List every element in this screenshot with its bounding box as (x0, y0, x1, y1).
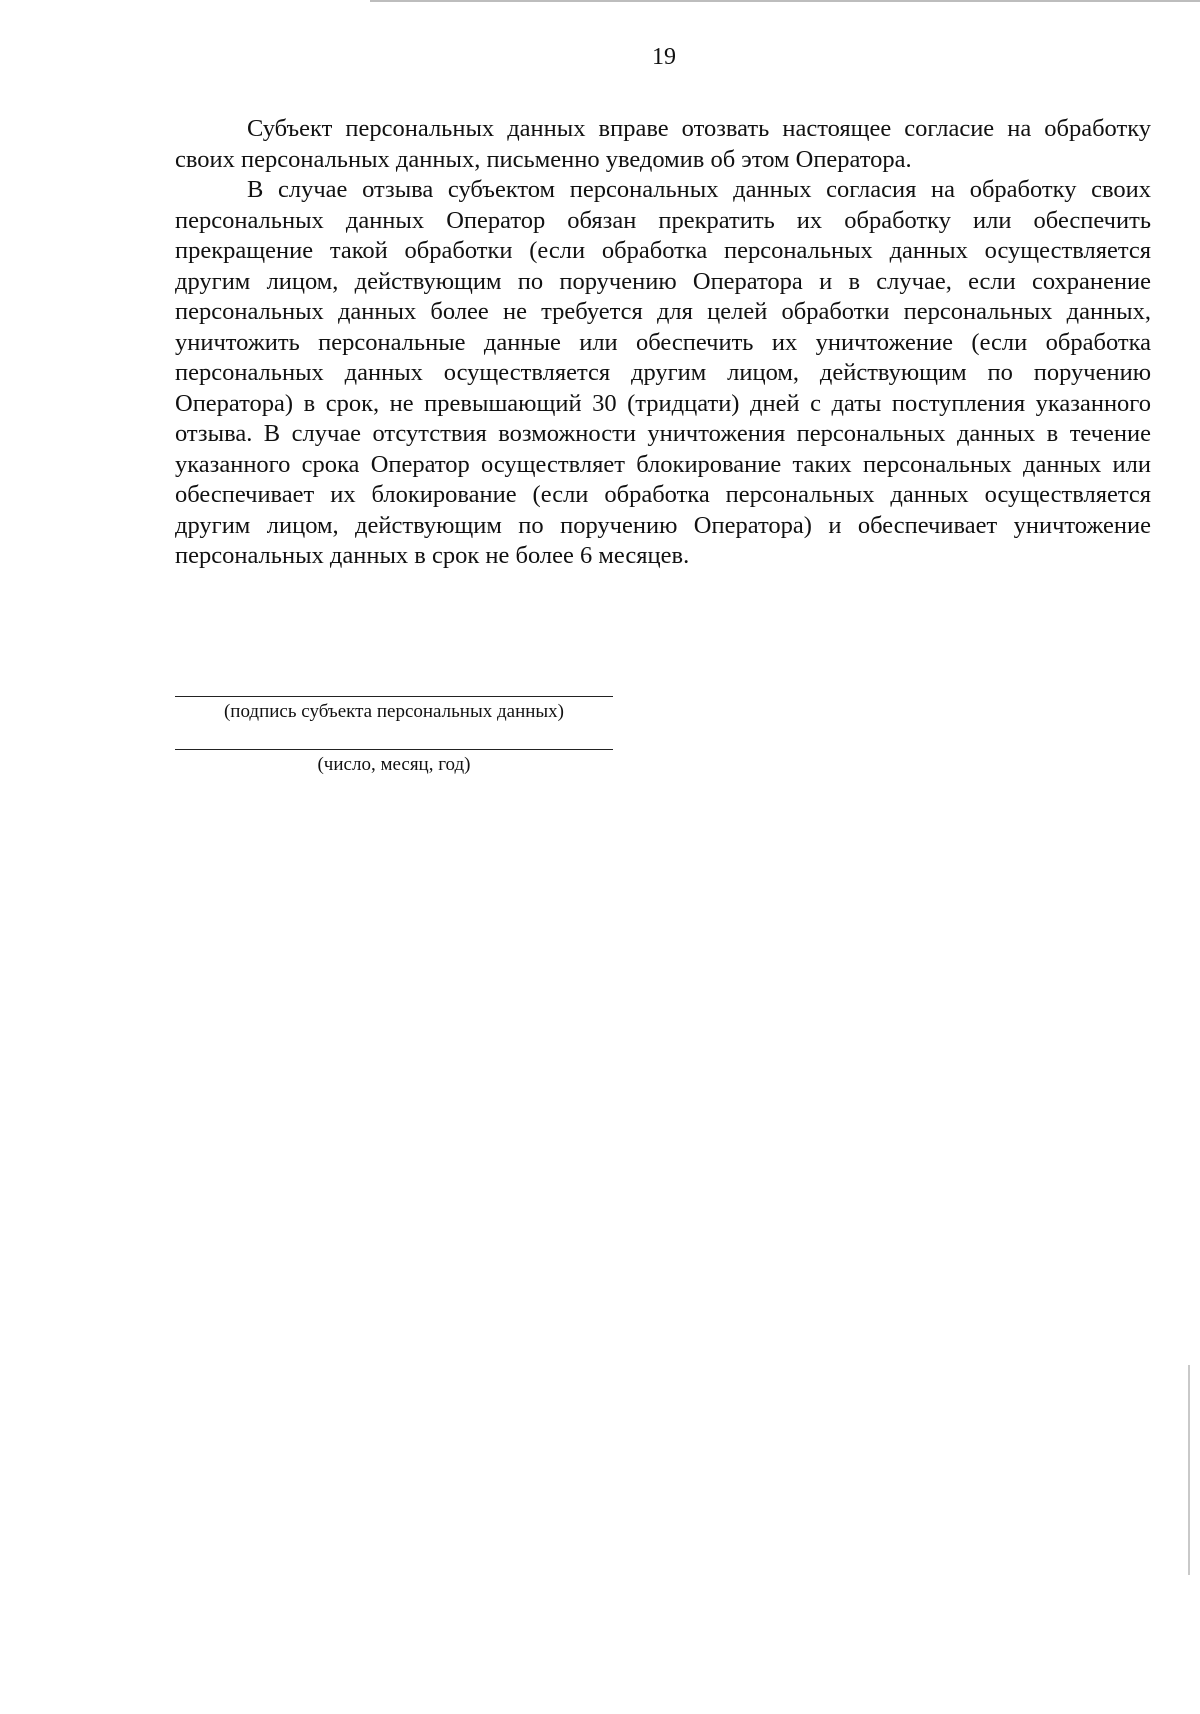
page-number: 19 (652, 44, 676, 70)
date-line (175, 749, 613, 750)
body-text (175, 114, 1151, 572)
signature-block (175, 696, 613, 723)
scan-edge-right (1188, 1365, 1190, 1575)
signature-line (175, 696, 613, 697)
scan-edge-top (370, 0, 1200, 2)
date-caption: (число, месяц, год) (317, 754, 471, 775)
date-block (175, 749, 613, 776)
signature-caption: (подпись субъекта персональных данных) (223, 701, 565, 722)
paragraph-withdrawal-procedure: В случае отзыва субъектом персональных данных согласия на обработку своих персональных данных Оператор обязан прекратить их обработку или обеспечить прекращение такой обработки (если обработка персональных данных осуществляется другим лицом, действующим по поручению Оператора и в случае, если сохранение персональных данных более не требуется для целей обработки персональных данных, уничтожить персональные данные или обеспечить их уничтожение (если обработка персональных данных осуществляется другим лицом, действующим по поручению Оператора) в срок, не превышающий 30 (тридцати) дней с даты поступления указанного отзыва. В случае отсутствия возможности уничтожения персональных данных в течение указанного срока Оператор осуществляет блокирование таких персональных данных или обеспечивает их блокирование (если обработка персональных данных осуществляется другим лицом, действующим по поручению Оператора) и обеспечивает уничтожение персональных данных в срок не более 6 месяцев. (175, 176, 1151, 569)
paragraph-withdrawal-right: Субъект персональных данных вправе отозвать настоящее согласие на обработку своих персональных данных, письменно уведомив об этом Оператора. (175, 115, 1151, 173)
